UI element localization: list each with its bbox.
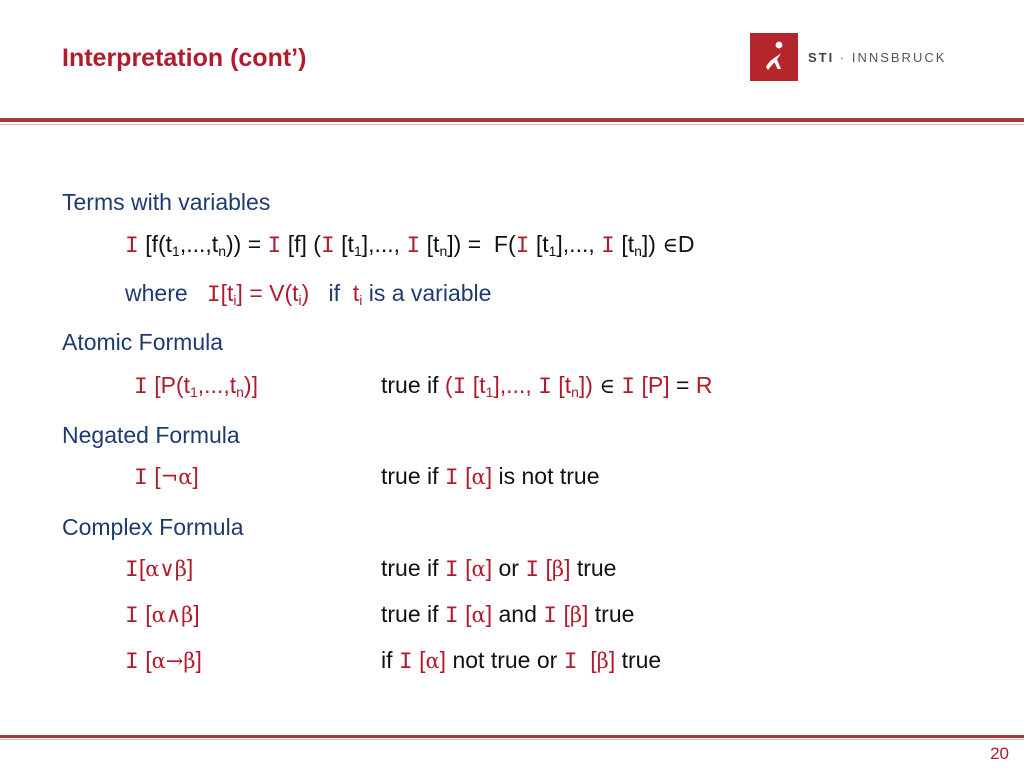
header-divider-thin (0, 124, 1024, 125)
atomic-formula-expr: I $[P(t_1,...,t_n)]$ (134, 372, 258, 400)
disjunction-expr: I[α∨β] (125, 555, 194, 583)
negated-formula-condition: true if I [α] is not true (381, 463, 600, 491)
sti-logo-icon (750, 33, 798, 81)
header-divider (0, 118, 1024, 122)
terms-definition-line: I $[f(t_1,...,t_n)) = I$ [f] (I $[t_1]$,..., I $[t_n]) = F(I$ $[t_1]$,..., I $[t_n]$) ∈D (125, 231, 695, 259)
section-atomic-heading: Atomic Formula (62, 329, 224, 355)
implication-expr: I [α→β] (125, 647, 202, 675)
section-negated-heading: Negated Formula (62, 422, 240, 448)
conjunction-expr: I [α∧β] (125, 601, 200, 629)
terms-where-line: where $I[t_i] = V(t_i)$ if $t_i$ is a variable (125, 280, 492, 308)
footer-divider (0, 735, 1024, 738)
logo-separator: · (839, 49, 847, 65)
conjunction-condition: true if I [α] and I [β] true (381, 601, 635, 629)
atomic-formula-condition: true if (I $[t_1]$,..., I $[t_n]$) ∈ I [P] = R (381, 372, 713, 400)
negated-formula-expr: I [¬α] (134, 463, 199, 491)
section-complex-heading: Complex Formula (62, 514, 244, 540)
page-number: 20 (990, 744, 1009, 763)
logo-brand: STI (808, 49, 835, 65)
implication-condition: if I [α] not true or I [β] true (381, 647, 662, 675)
logo-wordmark (808, 50, 946, 65)
section-terms-heading: Terms with variables (62, 189, 271, 215)
disjunction-condition: true if I [α] or I [β] true (381, 555, 617, 583)
sti-innsbruck-logo (750, 33, 946, 81)
slide-title: Interpretation (cont’) (62, 44, 307, 72)
footer-divider-thin (0, 739, 1024, 740)
logo-name: INNSBRUCK (851, 49, 947, 65)
